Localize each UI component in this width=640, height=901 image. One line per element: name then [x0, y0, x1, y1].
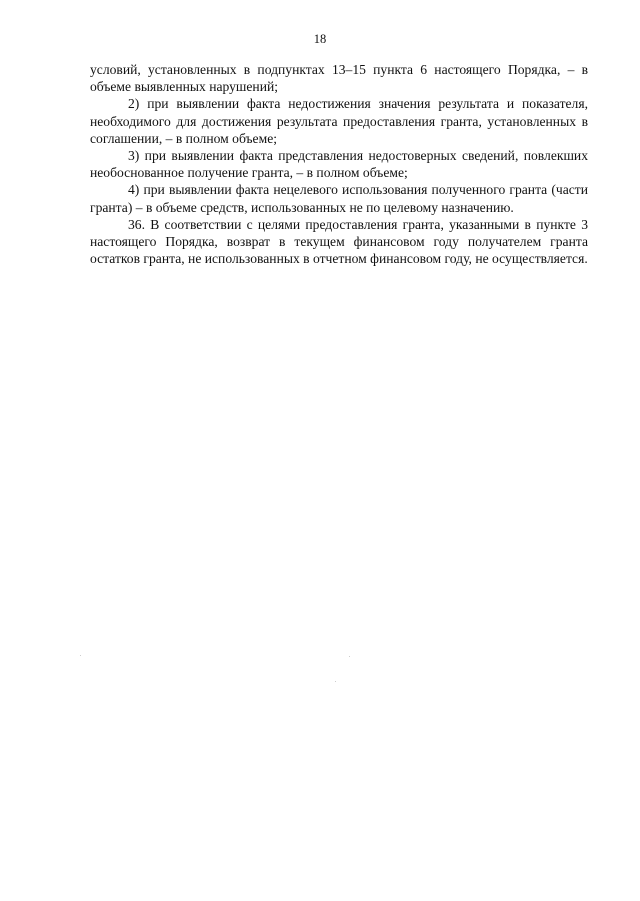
- scan-speck: [80, 655, 81, 656]
- document-body: [90, 61, 588, 267]
- scan-speck: [349, 656, 350, 657]
- paragraph-item-3: 3) при выявлении факта представления недостоверных сведений, повлекших необоснованное получение гранта, – в полном объеме;: [90, 148, 588, 181]
- paragraph-36: 36. В соответствии с целями предоставления гранта, указанными в пункте 3 настоящего Порядка, возврат в текущем финансовом году получателем гранта остатков гранта, не использованных в отчетном финансовом году, не осуществляется.: [90, 216, 588, 267]
- paragraph-item-4: 4) при выявлении факта нецелевого использования полученного гранта (части гранта) – в объеме средств, использованных не по целевому назначению.: [90, 182, 588, 215]
- paragraph-continuation: условий, установленных в подпунктах 13–15 пункта 6 настоящего Порядка, – в объеме выявленных нарушений;: [90, 62, 588, 95]
- paragraph-item-2: 2) при выявлении факта недостижения значения результата и показателя, необходимого для достижения результата предоставления гранта, установленных в соглашении, – в полном объеме;: [90, 96, 588, 146]
- scan-speck: [335, 681, 336, 682]
- page-number: 18: [313, 32, 327, 46]
